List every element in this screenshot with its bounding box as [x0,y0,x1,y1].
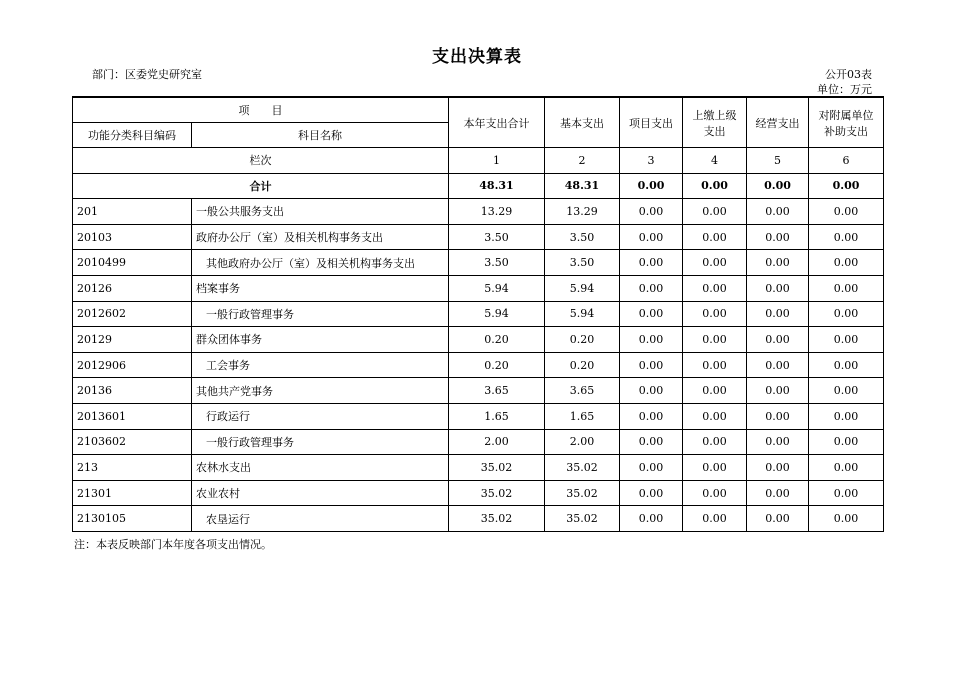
column-number: 5 [747,148,809,174]
table-row [73,301,884,327]
subject-name: 农林水支出 [192,455,449,481]
column-number-row [73,148,884,174]
table-row [73,199,884,225]
column-number: 4 [683,148,747,174]
amount-cell: 1.65 [545,403,620,429]
subject-code: 201 [73,199,192,225]
subject-code: 20129 [73,327,192,353]
subject-name: 工会事务 [192,352,449,378]
amount-cell: 0.00 [809,301,884,327]
subject-code: 2012906 [73,352,192,378]
header-remit-line2: 支出 [703,124,726,138]
amount-cell: 35.02 [449,480,545,506]
subject-code: 2130105 [73,506,192,532]
header-subsidy-line1: 对附属单位 [818,108,874,122]
table-row [73,455,884,481]
subject-name: 群众团体事务 [192,327,449,353]
amount-cell: 0.00 [747,352,809,378]
subject-code: 20126 [73,275,192,301]
column-number-label: 栏次 [73,148,449,174]
amount-cell: 2.00 [545,429,620,455]
table-row [73,352,884,378]
amount-cell: 0.00 [809,455,884,481]
table-row [73,429,884,455]
header-business: 经营支出 [747,97,809,148]
header-basic: 基本支出 [545,97,620,148]
amount-cell: 0.00 [809,506,884,532]
amount-cell: 0.00 [620,250,683,276]
subject-name: 其他共产党事务 [192,378,449,404]
amount-cell: 0.00 [683,250,747,276]
amount-cell: 0.00 [809,275,884,301]
column-number: 2 [545,148,620,174]
subject-code: 2012602 [73,301,192,327]
total-value: 0.00 [809,173,884,199]
subject-name: 档案事务 [192,275,449,301]
amount-cell: 35.02 [545,480,620,506]
amount-cell: 0.00 [620,199,683,225]
total-value: 48.31 [545,173,620,199]
amount-cell: 0.00 [620,224,683,250]
table-row [73,506,884,532]
amount-cell: 35.02 [449,455,545,481]
amount-cell: 0.20 [449,352,545,378]
amount-cell: 0.00 [747,224,809,250]
amount-cell: 0.00 [809,199,884,225]
amount-cell: 0.00 [747,506,809,532]
amount-cell: 0.00 [809,378,884,404]
subject-name: 政府办公厅（室）及相关机构事务支出 [192,224,449,250]
amount-cell: 3.65 [545,378,620,404]
subject-code: 20103 [73,224,192,250]
amount-cell: 0.00 [747,455,809,481]
header-subsidy [809,97,884,148]
total-label: 合计 [73,173,449,199]
header-code: 功能分类科目编码 [73,123,192,148]
amount-cell: 0.00 [747,301,809,327]
amount-cell: 0.20 [545,327,620,353]
subject-code: 2103602 [73,429,192,455]
table-row [73,224,884,250]
total-value: 0.00 [683,173,747,199]
amount-cell: 0.00 [683,199,747,225]
amount-cell: 0.00 [620,275,683,301]
amount-cell: 35.02 [545,506,620,532]
amount-cell: 0.00 [809,250,884,276]
header-subsidy-line2: 补助支出 [824,124,868,138]
amount-cell: 0.20 [449,327,545,353]
subject-name: 农业农村 [192,480,449,506]
amount-cell: 5.94 [545,301,620,327]
table-row [73,327,884,353]
table-row [73,250,884,276]
amount-cell: 0.00 [683,352,747,378]
subject-name: 农垦运行 [192,506,449,532]
amount-cell: 0.00 [620,506,683,532]
amount-cell: 0.00 [809,403,884,429]
amount-cell: 0.00 [683,429,747,455]
subject-name: 行政运行 [192,403,449,429]
amount-cell: 0.00 [747,327,809,353]
amount-cell: 0.00 [747,250,809,276]
amount-cell: 5.94 [545,275,620,301]
total-value: 0.00 [620,173,683,199]
amount-cell: 0.00 [747,275,809,301]
amount-cell: 0.00 [809,224,884,250]
amount-cell: 0.00 [620,480,683,506]
amount-cell: 1.65 [449,403,545,429]
amount-cell: 0.00 [683,403,747,429]
table-row [73,480,884,506]
header-remit-line1: 上缴上级 [692,108,737,122]
amount-cell: 0.00 [747,429,809,455]
header-project: 项 目 [73,97,449,123]
header-row-1 [73,97,884,123]
subject-code: 20136 [73,378,192,404]
amount-cell: 5.94 [449,275,545,301]
amount-cell: 0.00 [683,275,747,301]
subject-code: 21301 [73,480,192,506]
column-number: 3 [620,148,683,174]
amount-cell: 0.00 [683,327,747,353]
column-number: 6 [809,148,884,174]
total-value: 48.31 [449,173,545,199]
footnote: 注：本表反映部门本年度各项支出情况。 [74,538,272,551]
header-name: 科目名称 [192,123,449,148]
subject-code: 2010499 [73,250,192,276]
amount-cell: 35.02 [545,455,620,481]
amount-cell: 0.00 [809,352,884,378]
total-row [73,173,884,199]
table-row [73,403,884,429]
amount-cell: 0.00 [747,378,809,404]
amount-cell: 0.00 [620,327,683,353]
amount-cell: 0.00 [620,429,683,455]
subject-name: 一般行政管理事务 [192,429,449,455]
amount-cell: 0.00 [683,378,747,404]
amount-cell: 3.65 [449,378,545,404]
amount-cell: 3.50 [449,250,545,276]
amount-cell: 3.50 [545,224,620,250]
table-row [73,378,884,404]
form-number: 公开03表 [825,68,872,81]
header-total: 本年支出合计 [449,97,545,148]
subject-code: 213 [73,455,192,481]
amount-cell: 3.50 [449,224,545,250]
amount-cell: 13.29 [449,199,545,225]
amount-cell: 2.00 [449,429,545,455]
amount-cell: 0.00 [620,378,683,404]
subject-name: 其他政府办公厅（室）及相关机构事务支出 [192,250,449,276]
expenditure-table [72,96,884,532]
amount-cell: 0.00 [809,429,884,455]
column-number: 1 [449,148,545,174]
amount-cell: 0.00 [747,480,809,506]
amount-cell: 0.00 [683,224,747,250]
table-row [73,275,884,301]
subject-name: 一般行政管理事务 [192,301,449,327]
amount-cell: 0.20 [545,352,620,378]
amount-cell: 0.00 [683,480,747,506]
amount-cell: 3.50 [545,250,620,276]
subject-name: 一般公共服务支出 [192,199,449,225]
total-value: 0.00 [747,173,809,199]
amount-cell: 0.00 [747,403,809,429]
amount-cell: 5.94 [449,301,545,327]
amount-cell: 0.00 [809,480,884,506]
header-remit [683,97,747,148]
unit-label: 单位：万元 [817,83,872,96]
amount-cell: 0.00 [620,301,683,327]
subject-code: 2013601 [73,403,192,429]
amount-cell: 0.00 [683,506,747,532]
amount-cell: 13.29 [545,199,620,225]
page-title: 支出决算表 [432,47,522,67]
amount-cell: 35.02 [449,506,545,532]
department-label: 部门：区委党史研究室 [92,68,202,81]
amount-cell: 0.00 [620,455,683,481]
amount-cell: 0.00 [809,327,884,353]
amount-cell: 0.00 [747,199,809,225]
header-project-expense: 项目支出 [620,97,683,148]
amount-cell: 0.00 [683,301,747,327]
amount-cell: 0.00 [620,403,683,429]
amount-cell: 0.00 [683,455,747,481]
amount-cell: 0.00 [620,352,683,378]
